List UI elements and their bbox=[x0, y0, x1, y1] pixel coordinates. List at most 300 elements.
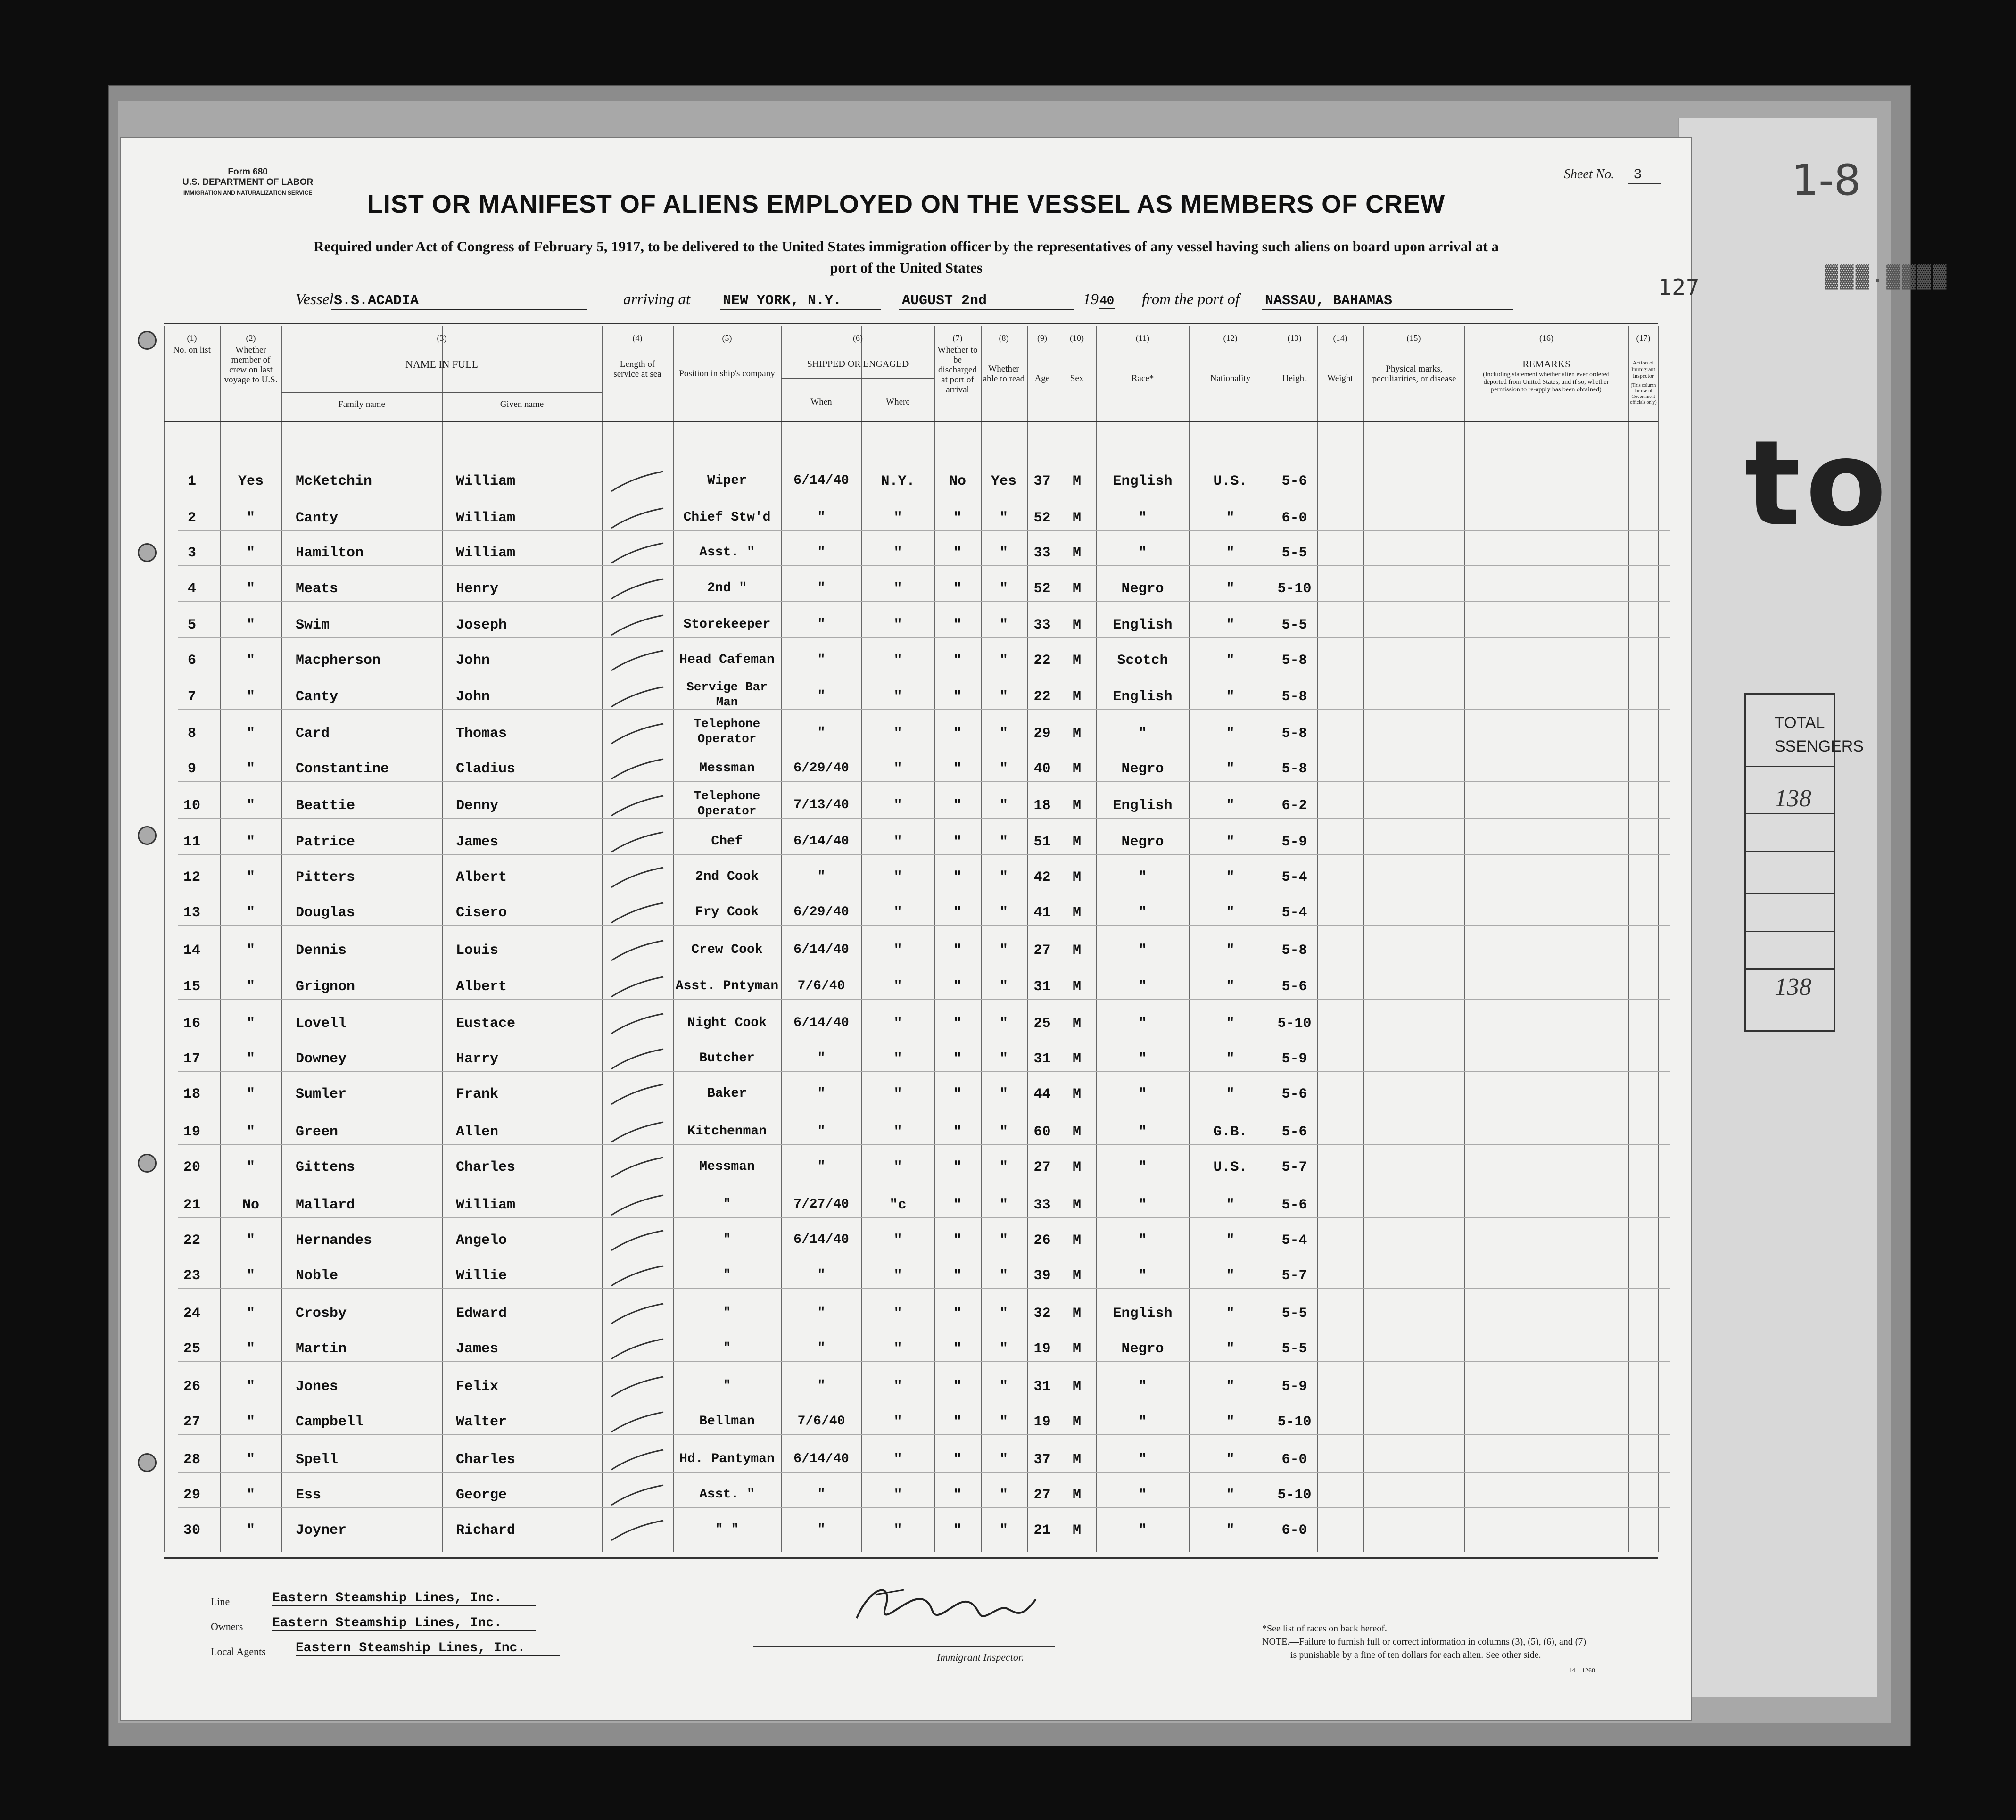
position: Wiper bbox=[707, 473, 747, 488]
column-number: (4) bbox=[632, 333, 643, 343]
family-name: Jones bbox=[296, 1379, 339, 1395]
binder-hole bbox=[138, 1453, 157, 1472]
height: 5-9 bbox=[1281, 834, 1307, 850]
discharged: " bbox=[953, 798, 962, 814]
nationality: G.B. bbox=[1213, 1124, 1248, 1140]
age: 25 bbox=[1033, 1016, 1051, 1032]
sex: M bbox=[1072, 869, 1081, 885]
sex: M bbox=[1072, 1379, 1081, 1395]
header-remarks-note: (Including statement whether alien ever ordered deported from United States, and if so, whether permission to re-apply has been obtained) bbox=[1483, 371, 1610, 393]
given-name: Frank bbox=[456, 1086, 499, 1102]
race: " bbox=[1138, 1016, 1147, 1032]
shipped-where: " bbox=[893, 1341, 902, 1357]
age: 19 bbox=[1033, 1414, 1051, 1430]
height: 5-6 bbox=[1281, 979, 1307, 995]
position: Telephone Operator bbox=[694, 717, 760, 746]
height: 5-6 bbox=[1281, 473, 1307, 489]
position: Kitchenman bbox=[687, 1124, 767, 1139]
length-of-service-tick bbox=[607, 1191, 668, 1220]
last-voyage: No bbox=[242, 1197, 259, 1213]
nationality: " bbox=[1226, 1341, 1235, 1357]
position: " bbox=[723, 1197, 731, 1212]
inspector-signature bbox=[828, 1566, 1158, 1642]
discharged: " bbox=[953, 943, 962, 959]
subtitle: Required under Act of Congress of February 5, 1917, to be delivered to the United States immigration officer by the representatives of any vessel having such aliens on board upon arrival at a port of the United States bbox=[314, 238, 1499, 276]
shipped-when: 7/27/40 bbox=[793, 1197, 849, 1212]
race: " bbox=[1138, 1522, 1147, 1539]
nationality: " bbox=[1226, 761, 1235, 777]
shipped-where: " bbox=[893, 1233, 902, 1249]
last-voyage: " bbox=[246, 653, 255, 669]
row-number: 14 bbox=[183, 943, 200, 959]
length-of-service-tick bbox=[607, 1517, 668, 1545]
position: Night Cook bbox=[687, 1016, 767, 1030]
column-number: (16) bbox=[1539, 333, 1553, 343]
shipped-when: 7/6/40 bbox=[797, 979, 845, 993]
shipped-when: " bbox=[817, 653, 826, 667]
vessel-name: S.S.ACADIA bbox=[331, 291, 587, 310]
shipped-when: " bbox=[817, 1522, 826, 1537]
able-to-read: " bbox=[999, 1086, 1008, 1102]
last-voyage: " bbox=[246, 979, 255, 995]
race: " bbox=[1138, 943, 1147, 959]
note-line-1: NOTE.—Failure to furnish full or correct information in columns (3), (5), (6), and (7) bbox=[1262, 1637, 1586, 1647]
height: 5-6 bbox=[1281, 1124, 1307, 1140]
row-rule bbox=[178, 1361, 1670, 1362]
height: 5-10 bbox=[1277, 1414, 1312, 1430]
arriving-at: NEW YORK, N.Y. bbox=[720, 291, 881, 310]
side-stamp-partial: ▓▓▓.▓▓▓▓ bbox=[1825, 264, 1949, 290]
nationality: " bbox=[1226, 689, 1235, 705]
family-name: Lovell bbox=[296, 1016, 347, 1032]
header-remarks: REMARKS bbox=[1522, 358, 1570, 370]
discharged: " bbox=[953, 869, 962, 885]
shipped-where: " bbox=[893, 798, 902, 814]
height: 5-8 bbox=[1281, 943, 1307, 959]
height: 5-5 bbox=[1281, 1341, 1307, 1357]
sex: M bbox=[1072, 653, 1081, 669]
age: 52 bbox=[1033, 510, 1051, 526]
race: " bbox=[1138, 510, 1147, 526]
given-name: John bbox=[456, 653, 490, 669]
length-of-service-tick bbox=[607, 720, 668, 748]
manifest-sheet bbox=[120, 137, 1700, 1721]
shipped-where: " bbox=[893, 1159, 902, 1175]
column-rule bbox=[1628, 326, 1629, 1552]
given-name: Angelo bbox=[456, 1233, 507, 1249]
shipped-when: " bbox=[817, 510, 826, 525]
column-number: (1) bbox=[187, 333, 197, 343]
length-of-service-tick bbox=[607, 973, 668, 1001]
able-to-read: " bbox=[999, 1197, 1008, 1213]
nationality: " bbox=[1226, 510, 1235, 526]
sex: M bbox=[1072, 905, 1081, 921]
position: Messman bbox=[699, 761, 755, 776]
column-number: (17) bbox=[1636, 333, 1651, 343]
header-name-in-full: NAME IN FULL bbox=[405, 358, 478, 370]
position: Chef bbox=[711, 834, 743, 849]
shipped-when: " bbox=[817, 617, 826, 632]
length-of-service-tick bbox=[607, 828, 668, 857]
row-number: 8 bbox=[187, 726, 196, 742]
position: Chief Stw'd bbox=[683, 510, 771, 525]
total-passengers-box bbox=[1744, 693, 1864, 1032]
family-name: Joyner bbox=[296, 1522, 347, 1539]
length-of-service-tick bbox=[607, 1154, 668, 1182]
nationality: " bbox=[1226, 581, 1235, 597]
nationality: " bbox=[1226, 1306, 1235, 1322]
shipped-where: " bbox=[893, 510, 902, 526]
length-of-service-tick bbox=[607, 575, 668, 604]
position: Fry Cook bbox=[695, 905, 759, 919]
row-number: 15 bbox=[183, 979, 200, 995]
length-of-service-tick bbox=[607, 683, 668, 711]
shipped-where: " bbox=[893, 726, 902, 742]
last-voyage: " bbox=[246, 1452, 255, 1468]
family-name: Pitters bbox=[296, 869, 355, 885]
nationality: " bbox=[1226, 869, 1235, 885]
sex: M bbox=[1072, 581, 1081, 597]
nationality: " bbox=[1226, 1522, 1235, 1539]
column-rule bbox=[281, 326, 282, 1552]
discharged: " bbox=[953, 1268, 962, 1284]
nationality: U.S. bbox=[1213, 473, 1248, 489]
able-to-read: " bbox=[999, 943, 1008, 959]
age: 27 bbox=[1033, 1159, 1051, 1175]
row-rule bbox=[178, 999, 1670, 1000]
last-voyage: " bbox=[246, 581, 255, 597]
nationality: " bbox=[1226, 1487, 1235, 1503]
nationality: " bbox=[1226, 979, 1235, 995]
height: 5-6 bbox=[1281, 1197, 1307, 1213]
given-name: Charles bbox=[456, 1159, 516, 1175]
header-where: Where bbox=[886, 397, 910, 407]
header-race: Race* bbox=[1131, 373, 1154, 383]
nationality: " bbox=[1226, 1379, 1235, 1395]
last-voyage: " bbox=[246, 1124, 255, 1140]
nationality: " bbox=[1226, 1414, 1235, 1430]
length-of-service-tick bbox=[607, 792, 668, 820]
shipped-when: 6/14/40 bbox=[793, 1452, 849, 1466]
row-number: 7 bbox=[187, 689, 196, 705]
agents-label: Local Agents bbox=[211, 1646, 266, 1657]
family-name: Meats bbox=[296, 581, 339, 597]
last-voyage: " bbox=[246, 726, 255, 742]
given-name: Cladius bbox=[456, 761, 516, 777]
family-name: Crosby bbox=[296, 1306, 347, 1322]
able-to-read: " bbox=[999, 905, 1008, 921]
age: 51 bbox=[1033, 834, 1051, 850]
header-weight: Weight bbox=[1327, 373, 1353, 383]
sex: M bbox=[1072, 1522, 1081, 1539]
age: 29 bbox=[1033, 726, 1051, 742]
given-name: Walter bbox=[456, 1414, 507, 1430]
length-of-service-tick bbox=[607, 1335, 668, 1364]
race: " bbox=[1138, 1487, 1147, 1503]
age: 33 bbox=[1033, 617, 1051, 633]
side-box-label-2: SSENGERS bbox=[1775, 737, 1864, 755]
last-voyage: " bbox=[246, 834, 255, 850]
shipped-when: " bbox=[817, 1124, 826, 1139]
last-voyage: " bbox=[246, 1341, 255, 1357]
race: " bbox=[1138, 1233, 1147, 1249]
discharged: " bbox=[953, 581, 962, 597]
shipped-where: " bbox=[893, 1016, 902, 1032]
family-name: Canty bbox=[296, 689, 339, 705]
position: Asst. " bbox=[699, 545, 755, 560]
header-no-on-list: No. on list bbox=[173, 345, 211, 355]
race: English bbox=[1113, 1306, 1173, 1322]
sex: M bbox=[1072, 726, 1081, 742]
row-number: 24 bbox=[183, 1306, 200, 1322]
length-of-service-tick bbox=[607, 1408, 668, 1437]
column-number: (2) bbox=[246, 333, 256, 343]
family-name: Swim bbox=[296, 617, 330, 633]
shipped-where: " bbox=[893, 689, 902, 705]
able-to-read: " bbox=[999, 1452, 1008, 1468]
last-voyage: " bbox=[246, 1268, 255, 1284]
shipped-when: " bbox=[817, 1159, 826, 1174]
discharged: " bbox=[953, 653, 962, 669]
side-letters: to bbox=[1744, 415, 1892, 552]
able-to-read: " bbox=[999, 1051, 1008, 1067]
shipped-when: 6/14/40 bbox=[793, 1233, 849, 1247]
nationality: " bbox=[1226, 726, 1235, 742]
length-of-service-tick bbox=[607, 899, 668, 927]
line-value: Eastern Steamship Lines, Inc. bbox=[272, 1591, 536, 1606]
column-number: (5) bbox=[722, 333, 732, 343]
agents-value: Eastern Steamship Lines, Inc. bbox=[296, 1641, 560, 1656]
age: 52 bbox=[1033, 581, 1051, 597]
header-action-note: (This column for use of Government officials only) bbox=[1630, 383, 1657, 405]
given-name: Harry bbox=[456, 1051, 499, 1067]
position: Bellman bbox=[699, 1414, 755, 1429]
length-of-service-tick bbox=[607, 1081, 668, 1109]
nationality: " bbox=[1226, 1016, 1235, 1032]
row-number: 30 bbox=[183, 1522, 200, 1539]
note-line-2: is punishable by a fine of ten dollars for each alien. See other side. bbox=[1290, 1650, 1541, 1660]
sex: M bbox=[1072, 689, 1081, 705]
note-races: *See list of races on back hereof. bbox=[1262, 1623, 1387, 1634]
discharged: No bbox=[949, 473, 966, 489]
position: Baker bbox=[707, 1086, 747, 1101]
length-of-service-tick bbox=[607, 755, 668, 784]
age: 37 bbox=[1033, 1452, 1051, 1468]
able-to-read: " bbox=[999, 653, 1008, 669]
race: Negro bbox=[1121, 1341, 1164, 1357]
side-box-label-1: TOTAL bbox=[1775, 714, 1825, 732]
shipped-where: " bbox=[893, 979, 902, 995]
race: English bbox=[1113, 617, 1173, 633]
table-top-border bbox=[164, 323, 1658, 324]
shipped-where: N.Y. bbox=[881, 473, 915, 489]
side-box-value-1: 138 bbox=[1775, 785, 1811, 812]
last-voyage: " bbox=[246, 1051, 255, 1067]
shipped-when: " bbox=[817, 1051, 826, 1066]
length-of-service-tick bbox=[607, 1262, 668, 1291]
sex: M bbox=[1072, 510, 1081, 526]
from-port-label: from the port of bbox=[1142, 291, 1239, 308]
given-name: Allen bbox=[456, 1124, 499, 1140]
shipped-where: "c bbox=[889, 1197, 907, 1213]
length-of-service-tick bbox=[607, 1118, 668, 1147]
height: 5-4 bbox=[1281, 905, 1307, 921]
age: 39 bbox=[1033, 1268, 1051, 1284]
column-rule bbox=[442, 326, 443, 1552]
row-number: 2 bbox=[187, 510, 196, 526]
position: Head Cafeman bbox=[679, 653, 775, 667]
age: 31 bbox=[1033, 979, 1051, 995]
shipped-when: 6/14/40 bbox=[793, 834, 849, 849]
family-name: Douglas bbox=[296, 905, 355, 921]
family-name: Hamilton bbox=[296, 545, 364, 561]
shipped-when: 6/14/40 bbox=[793, 943, 849, 957]
column-number: (15) bbox=[1406, 333, 1421, 343]
header-bottom-rule bbox=[164, 421, 1658, 422]
column-rule bbox=[1317, 326, 1318, 1552]
row-rule bbox=[178, 601, 1670, 602]
length-of-service-tick bbox=[607, 468, 668, 496]
vessel-label: Vessel bbox=[296, 291, 334, 308]
header-when: When bbox=[810, 397, 832, 407]
discharged: " bbox=[953, 1051, 962, 1067]
age: 19 bbox=[1033, 1341, 1051, 1357]
discharged: " bbox=[953, 1414, 962, 1430]
nationality: " bbox=[1226, 1268, 1235, 1284]
last-voyage: " bbox=[246, 761, 255, 777]
age: 21 bbox=[1033, 1522, 1051, 1539]
given-name: Felix bbox=[456, 1379, 499, 1395]
given-name: Eustace bbox=[456, 1016, 516, 1032]
race: " bbox=[1138, 1197, 1147, 1213]
form-id-block: Form 680 U.S. DEPARTMENT OF LABOR IMMIGRATION AND NATURALIZATION SERVICE bbox=[182, 167, 314, 196]
nationality: " bbox=[1226, 545, 1235, 561]
row-number: 17 bbox=[183, 1051, 200, 1067]
position: 2nd " bbox=[707, 581, 747, 596]
binder-hole bbox=[138, 826, 157, 845]
last-voyage: " bbox=[246, 798, 255, 814]
able-to-read: " bbox=[999, 617, 1008, 633]
shipped-when: 6/29/40 bbox=[793, 905, 849, 919]
discharged: " bbox=[953, 1522, 962, 1539]
sex: M bbox=[1072, 1452, 1081, 1468]
height: 5-8 bbox=[1281, 689, 1307, 705]
arriving-label: arriving at bbox=[623, 291, 691, 308]
row-number: 20 bbox=[183, 1159, 200, 1175]
sex: M bbox=[1072, 1197, 1081, 1213]
binder-hole bbox=[138, 331, 157, 350]
position: " bbox=[723, 1379, 731, 1393]
age: 22 bbox=[1033, 653, 1051, 669]
sex: M bbox=[1072, 1159, 1081, 1175]
race: " bbox=[1138, 1452, 1147, 1468]
row-rule bbox=[178, 818, 1670, 819]
shipped-when: " bbox=[817, 581, 826, 596]
shipped-when: 7/13/40 bbox=[793, 798, 849, 812]
able-to-read: " bbox=[999, 1016, 1008, 1032]
row-number: 12 bbox=[183, 869, 200, 885]
discharged: " bbox=[953, 834, 962, 850]
discharged: " bbox=[953, 689, 962, 705]
row-number: 9 bbox=[187, 761, 196, 777]
able-to-read: " bbox=[999, 1487, 1008, 1503]
given-name: William bbox=[456, 1197, 516, 1213]
race: Negro bbox=[1121, 761, 1164, 777]
name-header-rule bbox=[281, 392, 602, 393]
discharged: " bbox=[953, 617, 962, 633]
shipped-where: " bbox=[893, 653, 902, 669]
family-name: Beattie bbox=[296, 798, 355, 814]
family-name: Card bbox=[296, 726, 330, 742]
header-member-last-voyage: Whether member of crew on last voyage to U.S. bbox=[224, 345, 278, 385]
row-number: 4 bbox=[187, 581, 196, 597]
family-name: Canty bbox=[296, 510, 339, 526]
shipped-when: " bbox=[817, 869, 826, 884]
race: " bbox=[1138, 979, 1147, 995]
family-name: Patrice bbox=[296, 834, 355, 850]
shipped-when: " bbox=[817, 1306, 826, 1320]
header-shipped-engaged: SHIPPED OR ENGAGED bbox=[807, 359, 909, 369]
last-voyage: " bbox=[246, 905, 255, 921]
header-height: Height bbox=[1282, 373, 1307, 383]
arrival-date: AUGUST 2nd bbox=[899, 291, 1074, 310]
sex: M bbox=[1072, 1487, 1081, 1503]
table-bottom-border bbox=[164, 1557, 1658, 1559]
discharged: " bbox=[953, 545, 962, 561]
column-number: (7) bbox=[952, 333, 963, 343]
last-voyage: " bbox=[246, 1487, 255, 1503]
able-to-read: " bbox=[999, 1306, 1008, 1322]
last-voyage: " bbox=[246, 1086, 255, 1102]
row-number: 13 bbox=[183, 905, 200, 921]
discharged: " bbox=[953, 1306, 962, 1322]
row-rule bbox=[178, 1472, 1670, 1473]
header-position: Position in ship's company bbox=[679, 369, 775, 379]
length-of-service-tick bbox=[607, 1227, 668, 1255]
shipped-header-rule bbox=[781, 378, 934, 379]
race: English bbox=[1113, 798, 1173, 814]
last-voyage: Yes bbox=[238, 473, 264, 489]
owners-label: Owners bbox=[211, 1621, 243, 1632]
length-of-service-tick bbox=[607, 1010, 668, 1038]
height: 5-6 bbox=[1281, 1086, 1307, 1102]
shipped-where: " bbox=[893, 869, 902, 885]
length-of-service-tick bbox=[607, 505, 668, 533]
height: 5-7 bbox=[1281, 1268, 1307, 1284]
given-name: James bbox=[456, 1341, 499, 1357]
discharged: " bbox=[953, 1341, 962, 1357]
shipped-where: " bbox=[893, 581, 902, 597]
position: Telephone Operator bbox=[694, 789, 760, 818]
column-number: (3) bbox=[437, 333, 447, 343]
age: 44 bbox=[1033, 1086, 1051, 1102]
row-rule bbox=[178, 854, 1670, 855]
family-name: Sumler bbox=[296, 1086, 347, 1102]
row-number: 21 bbox=[183, 1197, 200, 1213]
last-voyage: " bbox=[246, 1522, 255, 1539]
length-of-service-tick bbox=[607, 647, 668, 675]
length-of-service-tick bbox=[607, 937, 668, 965]
given-name: Thomas bbox=[456, 726, 507, 742]
shipped-where: " bbox=[893, 943, 902, 959]
age: 60 bbox=[1033, 1124, 1051, 1140]
shipped-when: " bbox=[817, 1268, 826, 1282]
able-to-read: " bbox=[999, 726, 1008, 742]
given-name: William bbox=[456, 510, 516, 526]
nationality: U.S. bbox=[1213, 1159, 1248, 1175]
column-number: (12) bbox=[1223, 333, 1238, 343]
race: Negro bbox=[1121, 581, 1164, 597]
